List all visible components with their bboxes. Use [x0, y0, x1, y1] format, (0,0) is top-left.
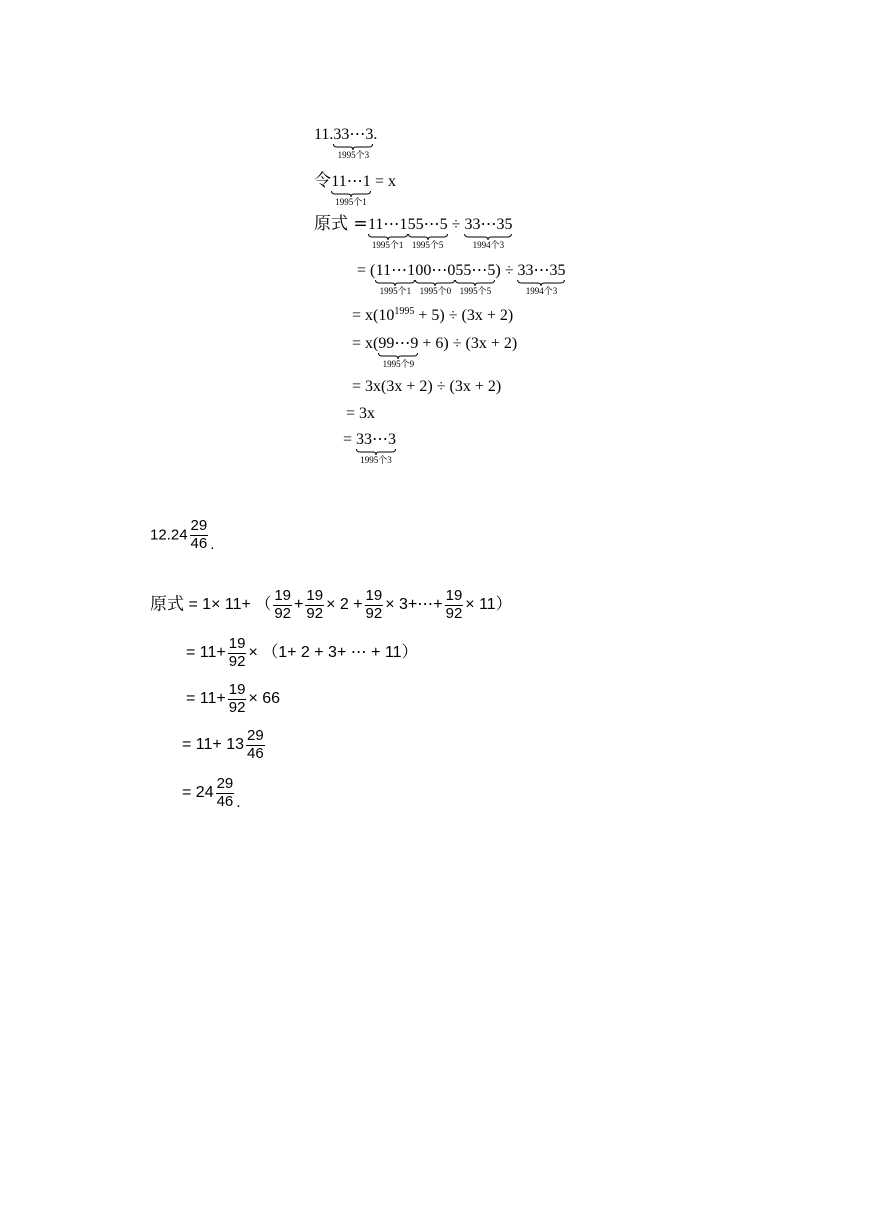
- fraction: $\frac{19}{92}$: [274, 587, 292, 622]
- problem-11-number: 11.: [314, 126, 334, 143]
- underbrace-s1-b: 55⋯5 1995个5: [407, 216, 448, 250]
- fraction: $\frac{19}{92}$: [445, 587, 463, 622]
- underbrace-s4-a: 99⋯9 1995个9: [378, 335, 419, 369]
- fraction: $\frac{19}{92}$: [365, 587, 383, 622]
- fraction: $\frac{19}{92}$: [228, 681, 246, 716]
- step-4: = x( 99⋯9 1995个9 + 6) ÷ (3x + 2): [352, 335, 518, 369]
- underbrace-s1-c: 33⋯35 1994个3: [464, 216, 513, 250]
- fraction: $\frac{29}{46}$: [246, 727, 264, 762]
- let-line: 令 11⋯1 1995个1 = x: [314, 171, 397, 207]
- fraction: $\frac{19}{92}$: [228, 635, 246, 670]
- problem-12-answer: 12.24 $\frac{29}{46}$ .: [150, 517, 215, 553]
- underbrace-s7-a: 33⋯3 1995个3: [356, 431, 397, 465]
- underbrace-s2-c: 55⋯5 1995个5: [455, 262, 496, 296]
- step-7: = 33⋯3 1995个3: [343, 431, 397, 465]
- step-3: = $x(10^{1995} + 5) \div (3x + 2)$: [352, 306, 514, 324]
- fraction: $\frac{29}{46}$: [190, 517, 208, 552]
- p12-line-1: 原式 = 1× 11+ （ $\frac{19}{92}$ + $\frac{19}{92}$ × 2 + $\frac{19}{92}$ × 3+⋯+ $\frac{19}{92}$ × 11）: [150, 587, 512, 622]
- underbrace-s2-a: 11⋯1 1995个1: [375, 262, 416, 296]
- step-5: = 3x(3x + 2) ÷ (3x + 2): [352, 378, 502, 395]
- p12-line-3: = 11+ $\frac{19}{92}$ × 66: [186, 681, 281, 716]
- step-6: = 3x: [346, 405, 376, 422]
- p12-line-5: = 24 $\frac{29}{46}$ .: [182, 775, 241, 812]
- underbrace-answer: 33⋯3 1995个3: [333, 126, 374, 160]
- step-1: 原式 = 11⋯1 1995个1 55⋯5 1995个5 ÷ 33⋯35 1994个3: [314, 214, 513, 250]
- p12-line-4: = 11+ 13 $\frac{29}{46}$: [182, 727, 264, 762]
- problem-12-number: 12.24: [150, 526, 188, 544]
- underbrace-s2-b: 00⋯0 1995个0: [415, 262, 456, 296]
- underbrace-s1-a: 11⋯1 1995个1: [367, 216, 408, 250]
- underbrace-s2-d: 33⋯35 1994个3: [517, 262, 566, 296]
- p12-line-2: = 11+ $\frac{19}{92}$ × （1+ 2 + 3+ ⋯ + 11）: [186, 635, 418, 670]
- problem-11-answer: 11. 33⋯3 1995个3 .: [314, 126, 378, 160]
- fraction: $\frac{19}{92}$: [306, 587, 324, 622]
- step-2: = ( 11⋯1 1995个1 00⋯0 1995个0 55⋯5 1995个5 ) ÷ 33⋯35 1994个3: [357, 262, 566, 296]
- fraction: $\frac{29}{46}$: [216, 775, 234, 810]
- underbrace-let: 11⋯1 1995个1: [331, 173, 371, 207]
